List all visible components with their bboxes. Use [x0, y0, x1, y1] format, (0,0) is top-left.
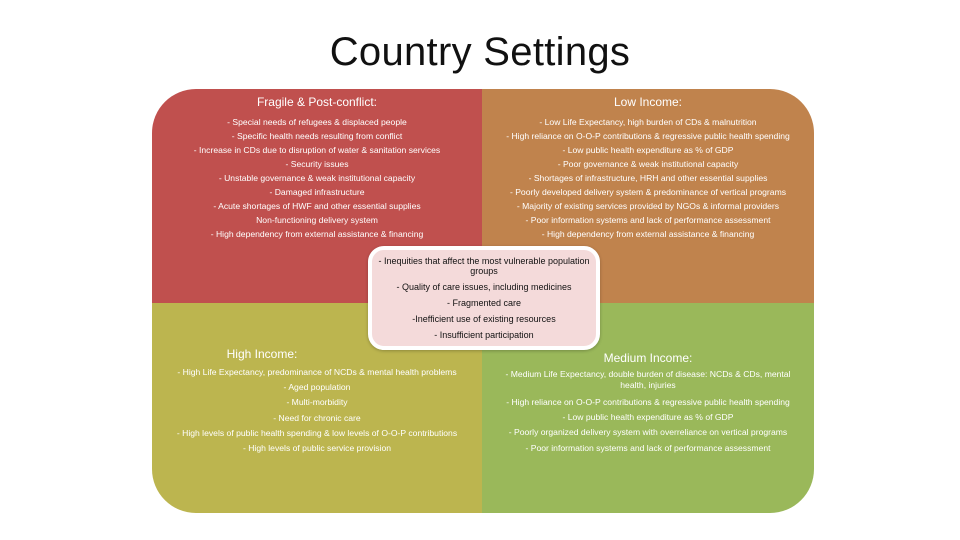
list-item: - Security issues — [285, 159, 349, 169]
fragile-heading: Fragile & Post-conflict: — [256, 95, 378, 109]
list-item: -Inefficient use of existing resources — [412, 314, 556, 324]
list-item: - Inequities that affect the most vulnerable population groups — [378, 256, 590, 276]
list-item: - High levels of public health spending & low levels of O-O-P contributions — [176, 427, 458, 438]
list-item: - Poorly developed delivery system & predominance of vertical programs — [509, 187, 787, 197]
list-item: - Poor governance & weak institutional capacity — [557, 159, 739, 169]
common-issues-list — [372, 250, 596, 340]
list-item: - Low public health expenditure as % of GDP — [562, 145, 734, 155]
list-item: - Aged population — [283, 382, 351, 393]
list-item: - High Life Expectancy, predominance of NCDs & mental health problems — [177, 367, 457, 377]
list-item: - Low public health expenditure as % of GDP — [562, 412, 734, 423]
list-item: - Damaged infrastructure — [269, 187, 365, 197]
low-income-list — [486, 115, 810, 241]
list-item: - Need for chronic care — [273, 412, 361, 423]
list-item: - Acute shortages of HWF and other essential supplies — [213, 201, 421, 211]
fragile-list — [156, 115, 478, 241]
list-item: - Insufficient participation — [434, 330, 534, 340]
list-item: Non-functioning delivery system — [256, 215, 378, 225]
list-item: - Majority of existing services provided by NGOs & informal providers — [516, 201, 780, 211]
list-item: - High dependency from external assistance & financing — [210, 229, 424, 239]
list-item: - Poor information systems and lack of performance assessment — [525, 442, 771, 453]
list-item: - High levels of public service provision — [242, 443, 392, 454]
low-income-heading: Low Income: — [613, 95, 683, 109]
list-item: - Poor information systems and lack of performance assessment — [525, 215, 771, 225]
list-item: - Increase in CDs due to disruption of water & sanitation services — [193, 145, 441, 155]
list-item: - Specific health needs resulting from conflict — [231, 131, 403, 141]
medium-income-heading: Medium Income: — [603, 351, 693, 365]
list-item: - High reliance on O-O-P contributions & regressive public health spending — [506, 397, 790, 407]
common-issues-box — [368, 246, 600, 350]
list-item: - Medium Life Expectancy, double burden of disease: NCDs & CDs, mental health, injuries — [505, 369, 791, 390]
list-item: - High reliance on O-O-P contributions & regressive public health spending — [506, 131, 790, 141]
high-income-list — [156, 365, 478, 456]
slide-title: Country Settings — [329, 30, 631, 74]
high-income-heading: High Income: — [226, 347, 298, 361]
medium-income-list — [492, 369, 804, 456]
list-item: - Low Life Expectancy, high burden of CDs & malnutrition — [539, 117, 757, 127]
list-item: - Shortages of infrastructure, HRH and other essential supplies — [528, 173, 768, 183]
list-item: - Special needs of refugees & displaced people — [227, 117, 407, 127]
list-item: - Quality of care issues, including medicines — [396, 282, 572, 292]
list-item: - Multi-morbidity — [286, 397, 348, 408]
list-item: - High dependency from external assistance & financing — [541, 229, 755, 239]
list-item: - Fragmented care — [446, 298, 522, 308]
list-item: - Poorly organized delivery system with overreliance on vertical programs — [508, 427, 788, 438]
list-item: - Unstable governance & weak institutional capacity — [218, 173, 416, 183]
